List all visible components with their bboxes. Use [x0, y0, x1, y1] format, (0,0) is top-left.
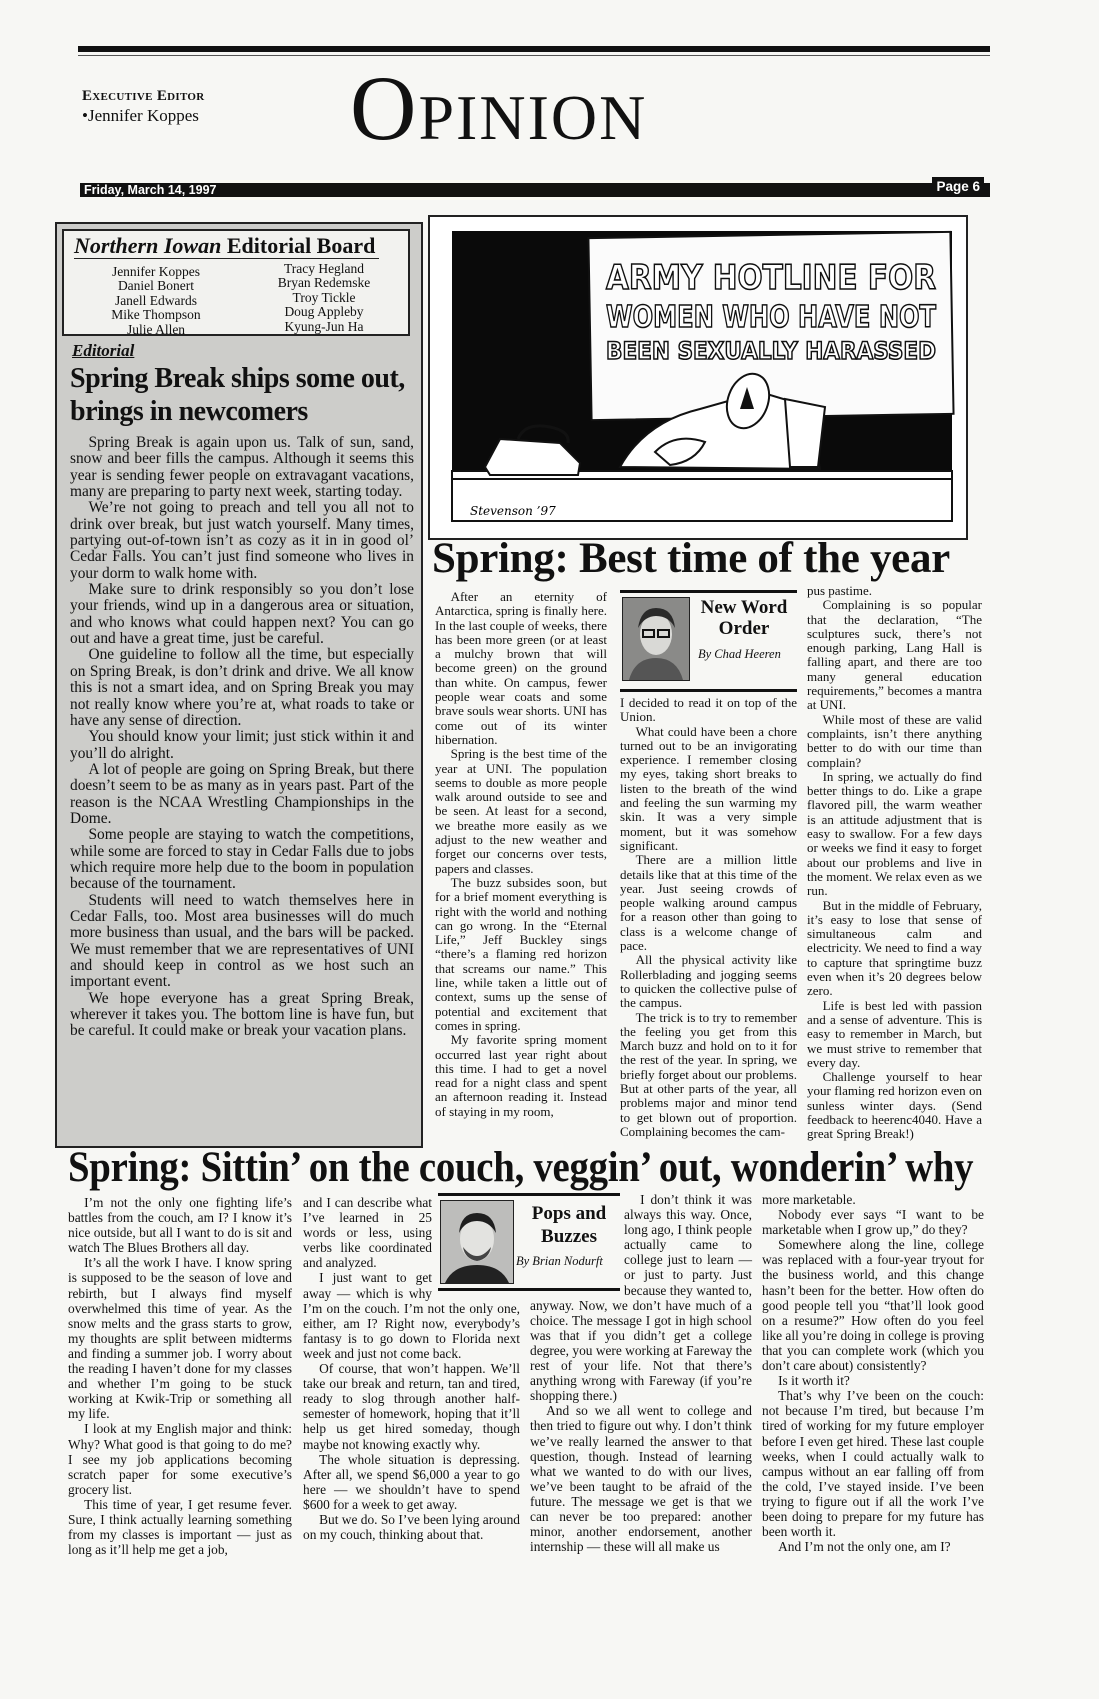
- paragraph: I don’t think it was always this way. Once, long ago, I think people actually came to college just to learn — or just to party. Just because they wanted to, anyway. Now, we don’t have much of a choice. The message I got in high school was that if you didn’t get a college degree, you were working at Fareway the rest of your life. Not that there’s anything wrong with Fareway (if you’re shopping there.): [530, 1192, 752, 1404]
- paragraph: This time of year, I get resume fever. Sure, I think actually learning something from my classes is important — just as long as it’ll help me get a job,: [68, 1496, 292, 1558]
- top-rule: [78, 46, 990, 52]
- paragraph: Somewhere along the line, college was replaced with a four-year tryout for the business world, and this change hasn’t been for the better. How often do good people tell you “that’ll look good on a resume?” How often do you feel like all you’re doing in college is proving that you can complete work (which you don’t care about) consistently?: [762, 1237, 985, 1374]
- editorial-body: [70, 435, 414, 1040]
- best-time-column-1: [435, 590, 607, 1119]
- paragraph: The trick is to try to remember the feeling you get from this March buzz and hold on to it for the rest of the year. In spring, we briefly forget about our problems. But at other parts of the year, all problems major and minor tend to get blown out of proportion. Complaining becomes the cam-: [620, 1009, 797, 1139]
- paragraph: And I’m not the only one, am I?: [778, 1539, 951, 1555]
- paragraph: All the physical activity like Rollerblading and jogging seems to quicken the collective pulse of the campus.: [620, 952, 797, 1011]
- board-member: Doug Appleby: [284, 304, 364, 320]
- executive-editor-label: Executive Editor: [82, 88, 205, 104]
- banner-line-2: WOMEN WHO HAVE NOT: [606, 300, 937, 335]
- cartoon-drawing: [430, 217, 966, 538]
- paragraph: Spring is the best time of the year at UNI. The population seems to double as more people walk around outside to see and be seen. At least for a second, we breathe more easily as we adjust to the new weather and forget our concerns over tests, papers and classes.: [435, 746, 607, 876]
- board-member: Mike Thompson: [111, 307, 201, 323]
- paragraph: While most of these are valid complaints, isn’t there anything better to do with our time than complain?: [807, 711, 982, 770]
- paragraph: You should know your limit; just stick within it and you’ll do alright.: [70, 728, 414, 762]
- couch-headline: Spring: Sittin’ on the couch, veggin’ out, wonderin’ why: [68, 1144, 974, 1191]
- best-time-column-2-text: [620, 696, 797, 1139]
- banner-line-1: ARMY HOTLINE FOR: [606, 258, 936, 298]
- paragraph: What could have been a chore turned out to be an invigorating experience. I remember closing my eyes, taking short breaks to listen to the breath of the wind and feeling the sun warming my skin. It was a very simple moment, but it was somehow significant.: [620, 723, 797, 853]
- paragraph: Some people are staying to watch the competitions, while some are forced to stay in Cedar Falls due to jobs which require more help due to the boom in population because of the tournament.: [70, 826, 414, 893]
- editorial-board-box: [62, 229, 410, 336]
- paragraph: I look at my English major and think: Why? What good is that going to do me? I see my job applications becoming scratch paper for some executive’s grocery list.: [68, 1421, 292, 1497]
- couch-column-4: [762, 1192, 984, 1554]
- board-member: Kyung-Jun Ha: [284, 318, 364, 334]
- paragraph: Is it worth it?: [778, 1373, 850, 1389]
- issue-date: Friday, March 14, 1997: [84, 183, 217, 197]
- editorial-headline: Spring Break ships some out, brings in newcomers: [70, 363, 405, 427]
- paragraph: In spring, we actually do find better things to do. Like a grape flavored pill, the warm weather is an attitude adjustment that is easy to swallow. For a few days or weeks we find it easy to forget about our problems and live in the moment. We relax even as we run.: [807, 768, 982, 899]
- paragraph: The buzz subsides soon, but for a brief moment everything is right with the world and nothing can go wrong. In the “Eternal Life,” Jeff Buckley sings “there’s a flaming red horizon that screams our name.” This line, while taken a little out of context, sums up the sense of potential and excitement that comes in spring.: [435, 874, 607, 1033]
- columnist-photo: [622, 597, 690, 681]
- paragraph: And so we all went to college and then tried to figure out why. I don’t think we’ve really learned the answer to that question, though. Instead of learning what we wanted to do with our lives, we’ve been taught to be afraid of the future. The message we get is that we can never be too prepared: another minor, another endorsement, another internship — these will all make us: [530, 1403, 752, 1555]
- board-names-right: [254, 262, 394, 334]
- paragraph: and I can describe what I’ve learned in 25 words or less, using verbs like coordinated and analyzed.: [303, 1195, 432, 1271]
- paragraph: Complaining is so popular that the declaration, “The sculptures suck, there’s not enough parking, Lang Hall is falling apart, and there are too many general education requirements,” becomes a mantra at UNI.: [807, 597, 982, 713]
- byline: By Chad Heeren: [698, 647, 781, 661]
- photo-spacer: [530, 1192, 624, 1294]
- paragraph: We hope everyone has a great Spring Break, wherever it takes you. The bottom line is have fun, but be careful. It could make or break your vacation plans.: [70, 989, 414, 1040]
- paragraph: more marketable.: [762, 1192, 856, 1207]
- paragraph: But in the middle of February, it’s easy to lose that sense of simultaneous calm and electricity. We need to find a way to capture that springtime buzz even when it’s 20 degrees below zero.: [807, 897, 982, 999]
- editorial-label: Editorial: [72, 341, 135, 360]
- paragraph: Challenge yourself to hear your flaming red horizon even on sunless winter days. (Send feedback to heerenc4040. Have a great Spring Break!): [807, 1069, 982, 1142]
- paragraph: Nobody ever says “I want to be marketable when I grow up,” do they?: [762, 1207, 984, 1238]
- photo-spacer: [432, 1195, 520, 1293]
- paragraph: My favorite spring moment occurred last year right about this time. I had to get a novel read for a night class and spent an afternoon reading it. Instead of staying in my room,: [435, 1032, 607, 1119]
- column-name: New Word Order: [700, 597, 788, 639]
- column-name-2: Pops and Buzzes: [531, 1203, 607, 1247]
- paragraph: Make sure to drink responsibly so you don’t lose your friends, wind up in a dangerous area or situation, and who knows what could happen next? You can go out and have a great time, just be careful.: [70, 581, 414, 648]
- best-time-column-2: [620, 590, 797, 1139]
- executive-editor-name: •Jennifer Koppes: [82, 106, 199, 125]
- best-time-headline: Spring: Best time of the year: [432, 535, 950, 582]
- paragraph: I just want to get away — which is why I’m on the couch. I’m not the only one, either, am I? Right now, everybody’s fantasy is to go down to Florida next week and just not come back.: [303, 1270, 520, 1361]
- columnist-box: [620, 590, 797, 692]
- board-member: Troy Tickle: [292, 289, 356, 305]
- best-time-column-3: [807, 584, 982, 1142]
- date-bar: [80, 179, 990, 197]
- board-member: Daniel Bonert: [117, 278, 195, 294]
- paragraph: I’m not the only one fighting life’s battles from the couch, am I? I know it’s nice outside, but all I want to do is sit and watch The Blues Brothers all day.: [68, 1195, 292, 1256]
- paragraph: pus pastime.: [807, 583, 872, 598]
- paragraph: That’s why I’ve been on the couch: not because I’m tired, but because I’m tired of working for my future employer before I even get hired. These last couple weeks, when I could actually walk to campus without an ear falling off from the cold, I’ve stayed inside. I’ve been trying to figure out if all the work I’ve been doing to prepare for my future has been worth it.: [762, 1388, 984, 1540]
- banner-line-3: BEEN SEXUALLY HARASSED: [606, 337, 936, 365]
- page-number: Page 6: [932, 177, 984, 197]
- paragraph: Spring Break is again upon us. Talk of sun, sand, snow and beer fills the campus. Although it seems this year is sending fewer people on extravagant vacations, many are preparing to party next week, starting today.: [70, 434, 414, 501]
- paragraph: Of course, that won’t happen. We’ll take our break and return, tan and tired, ready to slog through another half-semester of homework, hoping that it’ll help us get hired someday, though maybe not knowing exactly why.: [303, 1361, 520, 1452]
- board-member: Bryan Redemske: [277, 275, 371, 291]
- thin-rule: [78, 55, 990, 56]
- paragraph: After an eternity of Antarctica, spring is finally here. In the last couple of weeks, there has been more green (or at least a mulchy brown that will become green) on the ground than white. On campus, fewer people wear coats and some brave souls wear shorts. UNI has come out of its winter hibernation.: [435, 589, 607, 747]
- paragraph: There are a million little details like that at this time of the year. Just seeing crowds of people walking around campus for a reason other than going to class is a welcome change of pace.: [620, 852, 797, 954]
- board-names-left: [86, 265, 226, 337]
- paragraph: We’re not going to preach and tell you all not to drink over break, but just watch yourself. Many times, partying out-of-town isn’t as cozy as it in in good ol’ Cedar Falls. You can’t just find someone who lives in your dorm to walk home with.: [70, 499, 414, 582]
- paragraph: Students will need to watch themselves here in Cedar Falls, too. Most area businesses will do much more business than usual, and the bars will be packed. We must remember that we are representatives of UNI and should keep in control as we host such an important event.: [70, 891, 414, 991]
- paragraph: I decided to read it on top of the Union.: [620, 695, 797, 725]
- paper-name: Northern Iowan: [74, 233, 222, 258]
- paragraph: The whole situation is depressing. After all, we spend $6,000 a year to go here — we shouldn’t have to spend $600 for a week to get away.: [303, 1451, 520, 1512]
- board-member: Julie Allen: [126, 321, 186, 337]
- board-label: Editorial Board: [221, 233, 376, 258]
- byline-2: By Brian Nodurft: [516, 1254, 603, 1268]
- board-member: Janell Edwards: [114, 292, 198, 308]
- editorial-cartoon: [428, 215, 968, 540]
- board-member: Jennifer Koppes: [111, 264, 201, 279]
- couch-column-1: [68, 1195, 292, 1557]
- paragraph: A lot of people are going on Spring Break, but there doesn’t seem to be as many as in years past. Part of the reason is the NCAA Wrestling Championships in the Dome.: [70, 760, 414, 827]
- couch-column-3: [530, 1192, 752, 1554]
- cartoon-signature: Stevenson ’97: [470, 504, 556, 518]
- paragraph: It’s all the work I have. I know spring is supposed to be the season of love and rebirth, but I always find myself overwhelmed this time of year. As the snow melts and the grass starts to grow, my thoughts are split between midterms and finding a summer job. I worry about the reading I haven’t done for my classes and whether I’m going to be stuck working at Kwik-Trip or something all my life.: [68, 1255, 292, 1422]
- board-member: Tracy Hegland: [283, 261, 365, 276]
- paragraph: Life is best led with passion and a sense of adventure. This is easy to remember in March, but we must strive to remember that every day.: [807, 997, 982, 1070]
- editorial-board-title: [74, 233, 379, 259]
- paragraph: But we do. So I’ve been lying around on my couch, thinking about that.: [303, 1511, 520, 1543]
- paragraph: One guideline to follow all the time, but especially on Spring Break, is don’t drink and drive. We all know this is not a smart idea, and on Spring Break you may not really know where you’re at, what roads to take or have any sense of direction.: [70, 646, 414, 729]
- couch-column-2: [303, 1195, 520, 1542]
- section-title: Opinion: [350, 57, 648, 159]
